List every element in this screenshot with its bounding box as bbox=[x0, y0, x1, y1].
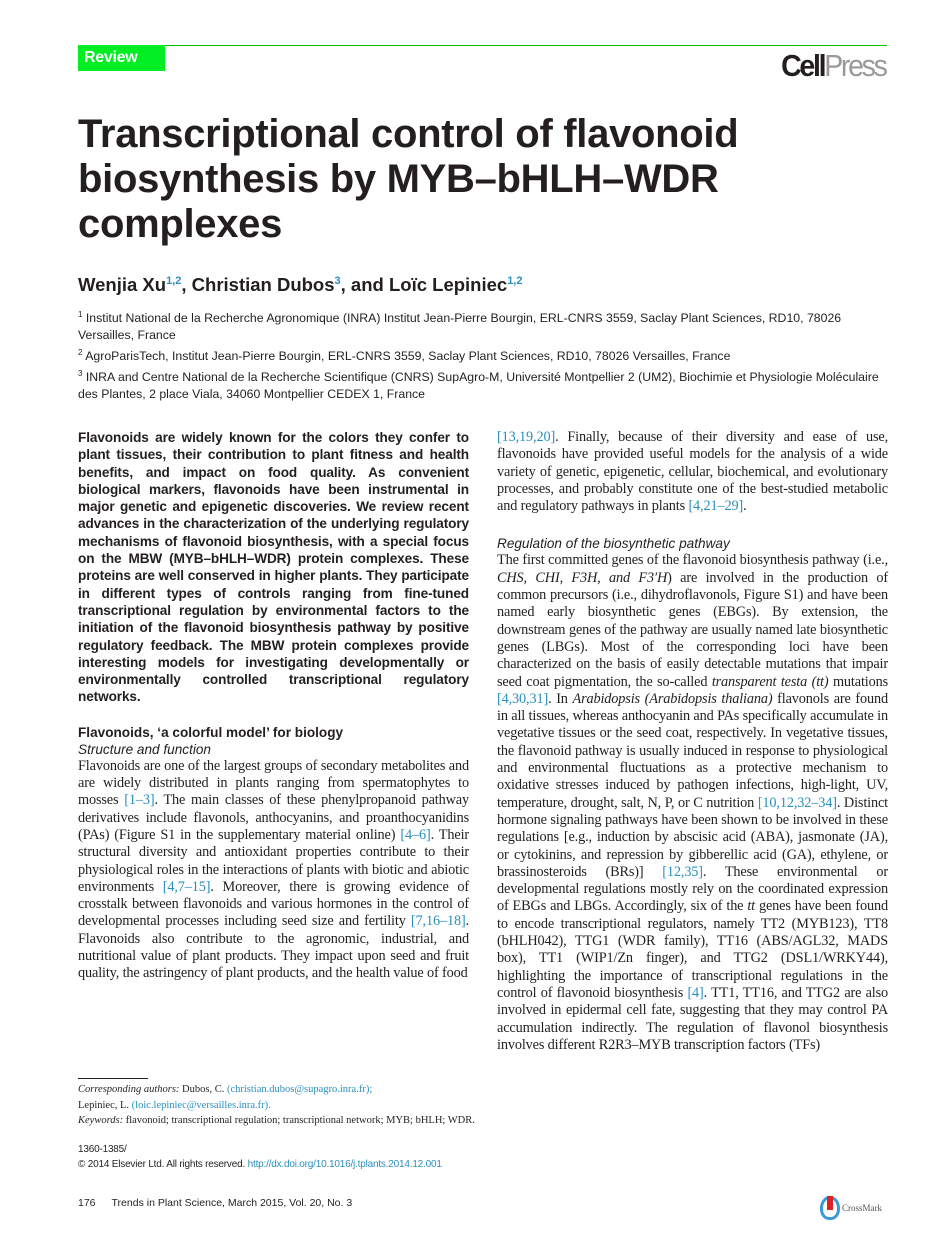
affiliation-number: 1 bbox=[78, 310, 83, 319]
section-heading: Flavonoids, ‘a colorful model’ for biology bbox=[78, 724, 344, 740]
footnotes bbox=[78, 1082, 478, 1129]
text-run: . Distinct hormone signaling pathways have been shown to be involved in these regulations [e.g., induction by abscisic acid (ABA), jasmonate (JA), or cytokinins, and repression by gibberellic acid (GA), ethylene, or brassinosteroids (BRs)] bbox=[497, 794, 889, 880]
header-rule bbox=[78, 45, 887, 46]
text-run: . Their structural diversity and antioxidant properties contribute to their physiological roles in the interactions of plants with biotic and abiotic environments bbox=[78, 826, 469, 895]
affiliation bbox=[78, 365, 890, 403]
subsection-heading: Structure and function bbox=[78, 741, 211, 757]
citation-link[interactable]: [1–3] bbox=[124, 792, 155, 809]
affiliation bbox=[78, 306, 890, 344]
body-paragraph bbox=[497, 429, 888, 515]
citation-link[interactable]: [10,12,32–34] bbox=[757, 794, 837, 811]
crossmark-icon bbox=[820, 1196, 840, 1220]
author-affiliation-sup: 1,2 bbox=[166, 274, 182, 287]
corr-name: Dubos, C. bbox=[182, 1084, 225, 1095]
citation-link[interactable]: [4,7–15] bbox=[162, 878, 211, 895]
page-footer bbox=[78, 1197, 352, 1209]
author-list: Wenjia Xu$^{1,2}$, Christian Dubos$^3$, and Loïc Lepiniec$^{1,2}$ bbox=[78, 274, 523, 295]
affiliation-number: 2 bbox=[78, 348, 83, 358]
logo-press: Press bbox=[824, 48, 886, 83]
text-run: . Moreover, there is growing evidence of crosstalk between flavonoids and various hormones in the control of developmental processes including seed size and fertility bbox=[78, 878, 469, 930]
journal-citation: Trends in Plant Science, March 2015, Vol. 20, No. 3 bbox=[111, 1197, 353, 1209]
affiliation-number: 3 bbox=[78, 369, 83, 379]
body-paragraph bbox=[78, 758, 469, 983]
citation-link[interactable]: [4] bbox=[687, 984, 704, 1001]
text-run: mutations bbox=[828, 673, 889, 690]
author-name: Christian Dubos bbox=[191, 274, 335, 295]
page-number: 176 bbox=[78, 1197, 96, 1209]
affiliation-text: Institut National de la Recherche Agronomique (INRA) Institut Jean-Pierre Bourgin, ERL-CNRS 3559, Saclay Plant Sciences, RD10, 78026 Versailles, France bbox=[78, 311, 842, 343]
text-run: . These environmental or developmental regulations mostly rely on the coordinated expression of EBGs and LBGs. Accordingly, six of the bbox=[497, 863, 888, 915]
citation-link[interactable]: [7,16–18] bbox=[410, 913, 466, 930]
text-run: . TT1, TT16, and TTG2 are also involved in epidermal cell fate, suggesting that they may control PA accumulation indirectly. The regulation of flavonol biosynthesis involves different R2R3–MYB transcription factors (TFs) bbox=[497, 984, 889, 1053]
citation-link[interactable]: [4,21–29] bbox=[688, 498, 744, 515]
text-run: . In bbox=[548, 690, 573, 707]
text-run: The first committed genes of the flavonoid biosynthesis pathway (i.e., bbox=[497, 552, 888, 569]
citation-link[interactable]: [12,35] bbox=[662, 863, 703, 880]
body-paragraph bbox=[497, 552, 888, 1054]
text-run: flavonols are found in all tissues, whereas anthocyanin and PAs specifically accumulate in vegetative tissues or the seed coat, respectively. In vegetative tissues, the flavonoid pathway is usually induced in response to physiological and environmental fluctuations as a protective mechanism to oxidative stresses induced by pathogen infections, high-light, UV, temperature, drought, salt, N, P, or C nutrition bbox=[497, 690, 888, 811]
text-run: . bbox=[743, 498, 747, 515]
email-link[interactable]: (christian.dubos@supagro.inra.fr); bbox=[226, 1084, 373, 1095]
article-type-badge: Review bbox=[78, 45, 165, 71]
crossmark-button[interactable] bbox=[820, 1196, 882, 1220]
italic-text: transparent testa (tt) bbox=[711, 673, 829, 690]
author-affiliation-sup: 1,2 bbox=[507, 274, 523, 287]
text-run: . Finally, because of their diversity and ease of use, flavonoids have provided useful models for the analysis of a wide variety of genetic, epigenetic, cellular, biochemical, and evolutionary processes, and probably constitute one of the best-studied metabolic and regulatory pathways in plants bbox=[497, 429, 888, 515]
subsection-heading: Regulation of the biosynthetic pathway bbox=[497, 536, 730, 552]
keywords: flavonoid; transcriptional regulation; transcriptional network; MYB; bHLH; WDR. bbox=[125, 1115, 475, 1126]
author-name: Wenjia Xu bbox=[78, 274, 167, 295]
italic-text: Arabidopsis (Arabidopsis thaliana) bbox=[572, 690, 773, 707]
affiliations bbox=[78, 306, 890, 403]
logo-cell: Cell bbox=[781, 48, 825, 83]
email-link[interactable]: (loic.lepiniec@versailles.inra.fr). bbox=[131, 1099, 271, 1111]
keywords-label: Keywords: bbox=[78, 1115, 124, 1126]
italic-text: CHS, CHI, F3H, and F3′H bbox=[497, 569, 668, 586]
doi-link[interactable]: http://dx.doi.org/10.1016/j.tplants.2014.12.001 bbox=[247, 1159, 442, 1170]
text-run: . The main classes of these phenylpropanoid pathway derivatives include flavonols, anthocyanins, and proanthocyanidins (PAs) (Figure S1 in the supplementary material online) bbox=[78, 792, 469, 843]
text-run: genes have been found to encode transcriptional regulators, namely TT2 (MYB123), TT8 (bHLH042), TTG1 (WDR family), TT16 (ABS/AGL32, MADS box), TT1 (WIP1/Zn finger), and TTG2 (DSL1/WRKY44), highlighting the importance of transcriptional regulations in the control of flavonoid biosynthesis bbox=[497, 898, 888, 1001]
abstract: Flavonoids are widely known for the colors they confer to plant tissues, their contribution to plant fitness and health benefits, and impact on food quality. As convenient biological markers, flavonoids have been instrumental in major genetic and epigenetic discoveries. We review recent advances in the characterization of the underlying regulatory mechanisms of flavonoid biosynthesis, with a special focus on the MBW (MYB–bHLH–WDR) protein complexes. These proteins are well conserved in higher plants. They participate in different types of controls ranging from fine-tuned transcriptional regulation by environmental factors to the initiation of the flavonoid biosynthesis pathway by positive regulatory feedback. The MBW protein complexes provide interesting models for investigating developmentally or environmentally controlled transcriptional regulatory networks. bbox=[78, 430, 469, 705]
citation-link[interactable]: [13,19,20] bbox=[497, 429, 556, 445]
cellpress-logo[interactable] bbox=[781, 48, 886, 84]
author-name: Loïc Lepiniec bbox=[388, 274, 508, 295]
affiliation-text: INRA and Centre National de la Recherche Scientifique (CNRS) SupAgro-M, Université Montpellier 2 (UM2), Biochimie et Physiologie Moléculaire des Plantes, 2 place Viala, 34060 Montpellier CEDEX 1, France bbox=[78, 370, 879, 402]
citation-link[interactable]: [4–6] bbox=[400, 826, 431, 843]
right-column bbox=[497, 429, 888, 1054]
text-run: Flavonoids are one of the largest groups of secondary metabolites and are widely distributed in plants ranging from spermatophytes to mosses bbox=[78, 757, 469, 809]
article-title: Transcriptional control of flavonoid biosynthesis by MYB–bHLH–WDR complexes bbox=[78, 112, 739, 246]
corr-label: Corresponding authors: bbox=[78, 1084, 180, 1095]
issn: 1360-1385/ bbox=[78, 1144, 127, 1155]
footnote-rule bbox=[78, 1078, 148, 1079]
copyright: © 2014 Elsevier Ltd. All rights reserved. bbox=[78, 1159, 246, 1170]
text-run: . Flavonoids also contribute to the agronomic, industrial, and nutritional value of plant products. They impact upon seed and fruit quality, the astringency of plant products, and the health value of food bbox=[78, 913, 469, 982]
affiliation-text: AgroParisTech, Institut Jean-Pierre Bourgin, ERL-CNRS 3559, Saclay Plant Sciences, RD10, 78026 Versailles, France bbox=[82, 349, 731, 364]
crossmark-label: CrossMark bbox=[842, 1203, 882, 1213]
corr-name: Lepiniec, L. bbox=[78, 1099, 130, 1111]
affiliation bbox=[78, 344, 890, 365]
copyright-block bbox=[78, 1142, 442, 1172]
citation-link[interactable]: [4,30,31] bbox=[497, 690, 549, 707]
italic-text: tt bbox=[747, 898, 755, 915]
left-column bbox=[78, 429, 469, 983]
author-affiliation-sup: 3 bbox=[334, 274, 341, 287]
text-run: ) are involved in the production of common precursors (i.e., dihydroflavonols, Figure S1) and have been named early biosynthetic genes (EBGs). By extension, the downstream genes of the pathway are usually named late biosynthetic genes (LBGs). Most of the corresponding loci have been characterized on the basis of easily detectable mutations that impair seed coat pigmentation, the so-called bbox=[497, 569, 888, 690]
